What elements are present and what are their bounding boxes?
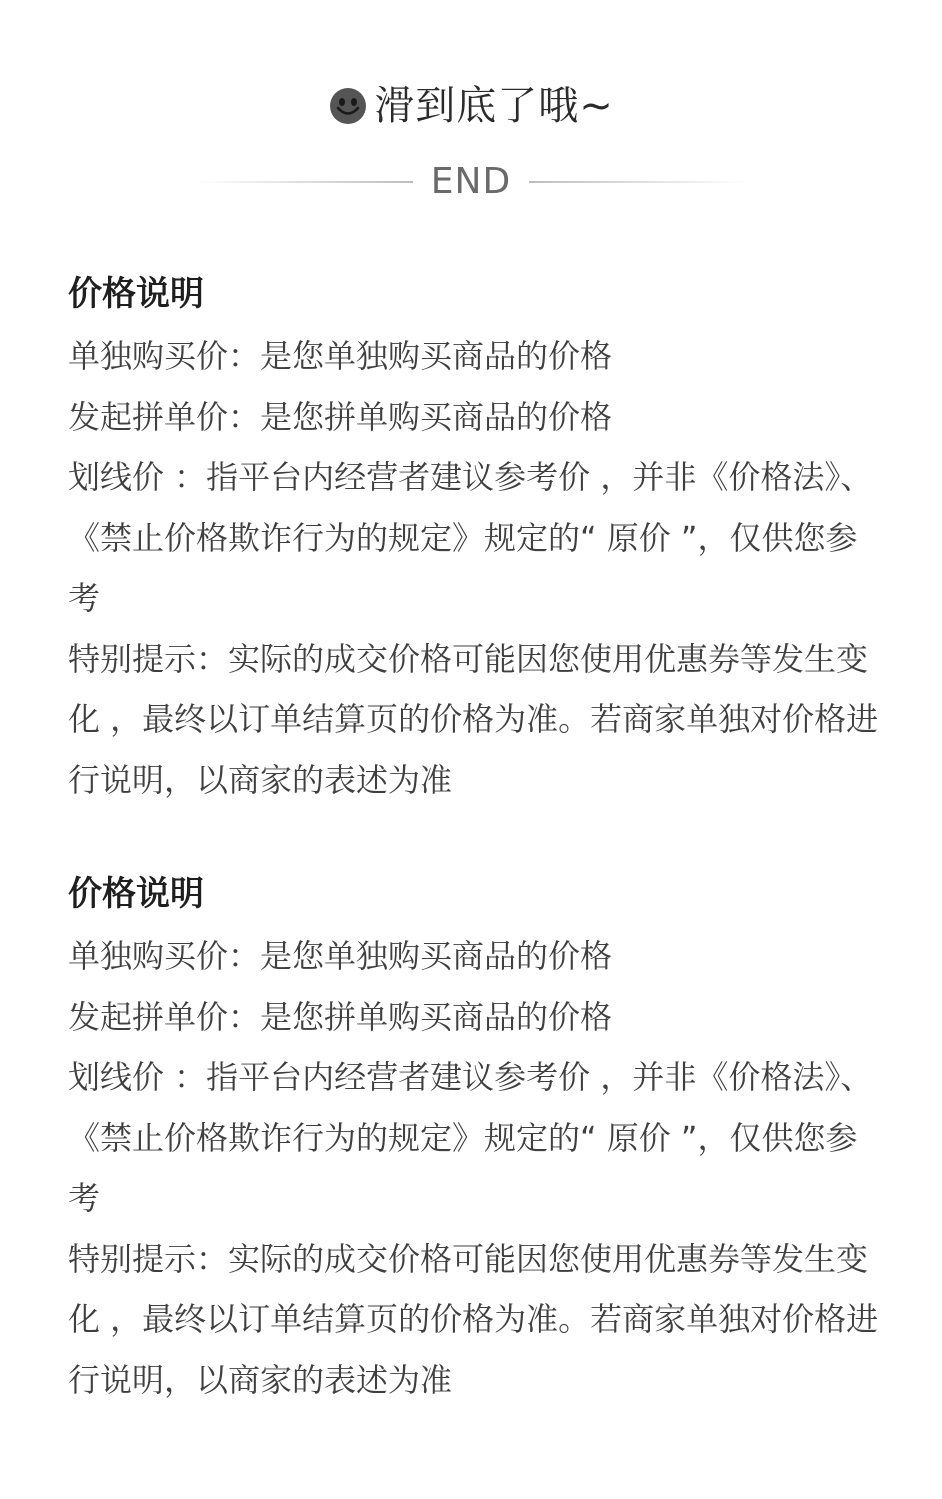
- section-title: 价格说明: [68, 274, 204, 314]
- special-notice-text: 特别提示：实际的成交价格可能因您使用优惠券等发生变化 ，最终以订单结算页的价格为准。若商家单独对价格进行说明，以商家的表述为准: [68, 639, 879, 799]
- divider-line-right: [529, 181, 749, 183]
- price-explanation-section: [68, 266, 880, 810]
- solo-price-text: 单独购买价：是您单独购买商品的价格: [68, 337, 613, 375]
- end-label: END: [430, 161, 512, 202]
- divider-line-left: [193, 181, 413, 183]
- group-price-text: 发起拼单价：是您拼单购买商品的价格: [68, 397, 613, 436]
- strikethrough-price-text: 划线价 ：指平台内经营者建议参考价 ，并非《价格法》、《禁止价格欺诈行为的规定》规定的“ 原价 ”，仅供您参考: [68, 1058, 873, 1217]
- end-of-list-title: 滑到底了哦~: [374, 83, 614, 129]
- smile-icon: [328, 86, 368, 126]
- strikethrough-price-text: 划线价 ：指平台内经营者建议参考价 ，并非《价格法》、《禁止价格欺诈行为的规定》规定的“ 原价 ”，仅供您参考: [68, 458, 873, 617]
- group-price-text: 发起拼单价：是您拼单购买商品的价格: [68, 997, 613, 1036]
- solo-price-text: 单独购买价：是您单独购买商品的价格: [68, 937, 613, 975]
- price-explanation-section: [68, 866, 880, 1410]
- end-divider: [0, 158, 942, 206]
- special-notice-text: 特别提示：实际的成交价格可能因您使用优惠券等发生变化 ，最终以订单结算页的价格为准。若商家单独对价格进行说明，以商家的表述为准: [68, 1239, 879, 1399]
- section-title: 价格说明: [68, 874, 204, 914]
- end-of-list-header: [0, 78, 942, 134]
